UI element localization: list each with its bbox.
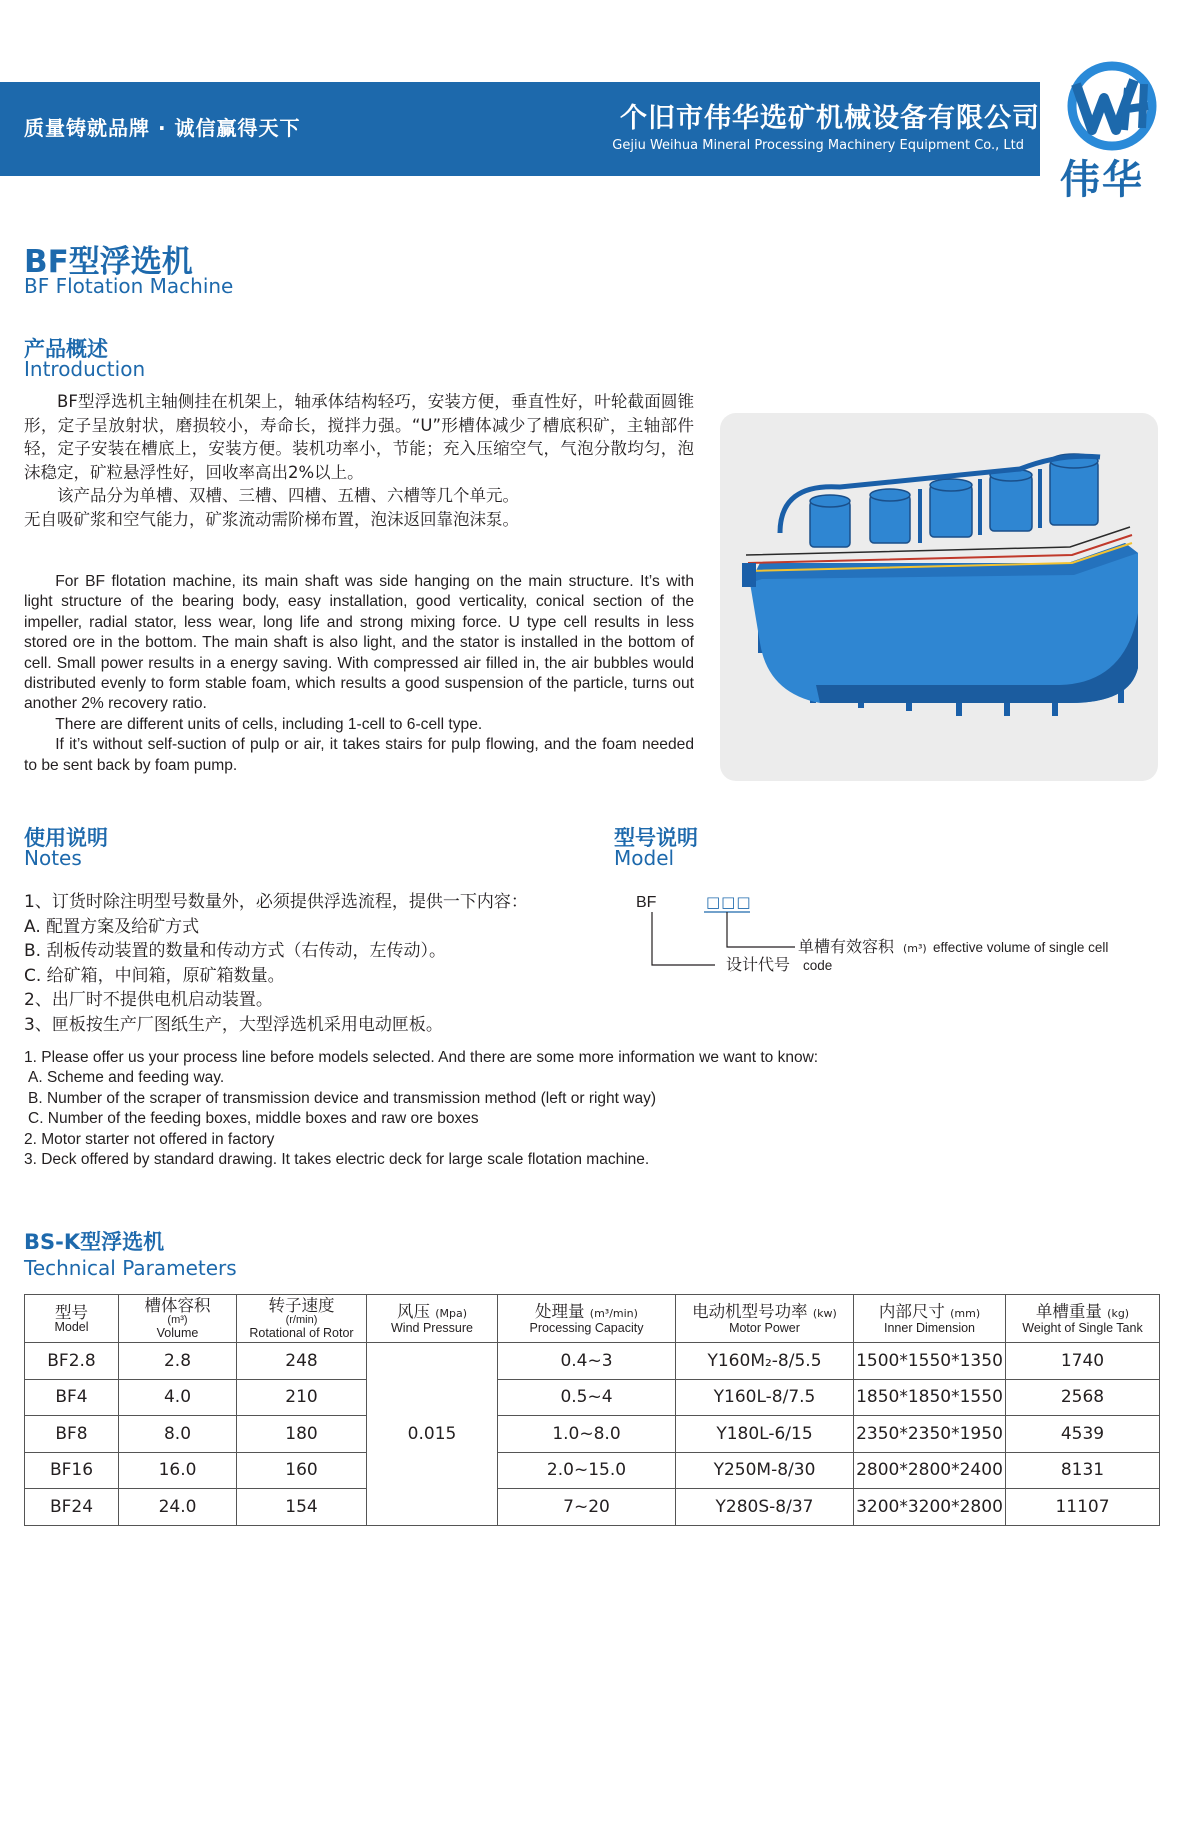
- notes-list-en: [24, 1048, 818, 1170]
- model-label-volume-cn: 单槽有效容积: [798, 937, 895, 956]
- column-header-wind-pressure: 风压 (Mpa) Wind Pressure: [367, 1295, 498, 1343]
- notes-list-cn: [24, 890, 528, 1037]
- intro-cn-paragraph: BF型浮选机主轴侧挂在机架上，轴承体结构轻巧，安装方便，垂直性好，叶轮截面圆锥形，定子呈放射状，磨损较小，寿命长，搅拌力强。“U”形槽体减少了槽底积矿，主轴部件轻，定子安装在槽底上，安装方便。装机功率小，节能；充入压缩空气，气泡分散均匀，泡沫稳定，矿粒悬浮性好，回收率高出2%以上。: [24, 392, 694, 482]
- intro-text-cn: [24, 390, 694, 531]
- cell-weight: 4539: [1006, 1416, 1160, 1453]
- params-heading-cn: BS-K型浮选机: [24, 1230, 165, 1254]
- cell-capacity: 2.0~15.0: [498, 1452, 676, 1489]
- slogan: 质量铸就品牌 · 诚信赢得天下: [24, 116, 301, 140]
- notes-cn-line: A. 配置方案及给矿方式: [24, 916, 200, 937]
- params-heading-en: Technical Parameters: [24, 1256, 237, 1280]
- technical-parameters-table: [24, 1294, 1160, 1526]
- model-heading-en: Model: [614, 846, 675, 870]
- table-row: [25, 1343, 1160, 1380]
- cell-weight: 11107: [1006, 1489, 1160, 1526]
- cell-volume: 16.0: [119, 1452, 237, 1489]
- cell-motor: Y160L-8/7.5: [676, 1379, 854, 1416]
- cell-dimension: 1850*1850*1550: [854, 1379, 1006, 1416]
- cell-capacity: 1.0~8.0: [498, 1416, 676, 1453]
- cell-dimension: 2800*2800*2400: [854, 1452, 1006, 1489]
- column-header-volume: 槽体容积 (m³) Volume: [119, 1295, 237, 1343]
- intro-heading-en: Introduction: [24, 357, 146, 381]
- intro-en-paragraph: For BF flotation machine, its main shaft was side hanging on the main structure. It’s with light structure of the bearing body, easy installation, good verticality, conical section of the impeller, radial stator, less wear, long life and strong mixing force. U type cell results in less stored ore in the bottom. The main shaft is also light, and the stator is installed in the bottom of cell. Small power results in a energy saving. With compressed air filled in, the air bubbles would distributed evenly to form stable foam, which results a good suspension of the particle, turns out another 2% recovery ratio.: [24, 573, 694, 713]
- cell-motor: Y180L-6/15: [676, 1416, 854, 1453]
- column-header-rotor-speed: 转子速度 (r/min) Rotational of Rotor: [237, 1295, 367, 1343]
- model-boxes: □□□: [706, 893, 752, 911]
- table-header-row: [25, 1295, 1160, 1343]
- model-heading-cn: 型号说明: [614, 826, 698, 850]
- cell-capacity: 0.5~4: [498, 1379, 676, 1416]
- cell-model: BF4: [25, 1379, 119, 1416]
- table-row: [25, 1416, 1160, 1453]
- notes-en-line: 3. Deck offered by standard drawing. It takes electric deck for large scale flotation machine.: [24, 1151, 650, 1169]
- intro-heading-cn: 产品概述: [24, 337, 108, 361]
- cell-motor: Y250M-8/30: [676, 1452, 854, 1489]
- notes-en-line: C. Number of the feeding boxes, middle boxes and raw ore boxes: [28, 1110, 479, 1128]
- model-label-volume-unit: (m³): [903, 942, 927, 955]
- cell-volume: 8.0: [119, 1416, 237, 1453]
- cell-model: BF16: [25, 1452, 119, 1489]
- cell-speed: 160: [237, 1452, 367, 1489]
- intro-en-paragraph: There are different units of cells, including 1-cell to 6-cell type.: [55, 715, 483, 733]
- cell-wind-pressure: 0.015: [367, 1343, 498, 1526]
- cell-capacity: 7~20: [498, 1489, 676, 1526]
- company-name-cn: 个旧市伟华选矿机械设备有限公司: [620, 103, 1040, 134]
- cell-weight: 2568: [1006, 1379, 1160, 1416]
- intro-cn-paragraph: 该产品分为单槽、双槽、三槽、四槽、五槽、六槽等几个单元。: [57, 486, 519, 505]
- cell-speed: 154: [237, 1489, 367, 1526]
- cell-model: BF24: [25, 1489, 119, 1526]
- notes-en-line: 2. Motor starter not offered in factory: [24, 1130, 275, 1148]
- notes-cn-line: 2、出厂时不提供电机启动装置。: [24, 990, 273, 1010]
- notes-en-line: 1. Please offer us your process line before models selected. And there are some more information we want to know:: [24, 1049, 819, 1066]
- cell-dimension: 2350*2350*1950: [854, 1416, 1006, 1453]
- cell-motor: Y160M₂-8/5.5: [676, 1343, 854, 1380]
- weihua-logo-icon: [1062, 58, 1162, 158]
- cell-volume: 4.0: [119, 1379, 237, 1416]
- column-header-motor-power: 电动机型号功率 (kw) Motor Power: [676, 1295, 854, 1343]
- cell-capacity: 0.4~3: [498, 1343, 676, 1380]
- cell-weight: 1740: [1006, 1343, 1160, 1380]
- product-title-cn: BF型浮选机: [24, 244, 193, 280]
- cell-model: BF8: [25, 1416, 119, 1453]
- logo-text: 伟华: [1060, 157, 1144, 203]
- cell-volume: 2.8: [119, 1343, 237, 1380]
- notes-cn-line: 3、匣板按生产厂图纸生产，大型浮选机采用电动匣板。: [24, 1014, 443, 1035]
- cell-volume: 24.0: [119, 1489, 237, 1526]
- model-label-volume-en: effective volume of single cell: [933, 940, 1109, 955]
- cell-motor: Y280S-8/37: [676, 1489, 854, 1526]
- table-row: [25, 1379, 1160, 1416]
- model-code-diagram: [630, 880, 1170, 990]
- table-row: [25, 1452, 1160, 1489]
- notes-heading-cn: 使用说明: [24, 826, 108, 850]
- intro-en-paragraph: If it’s without self-suction of pulp or air, it takes stairs for pulp flowing, and the foam needed to be sent back by foam pump.: [24, 736, 694, 774]
- cell-speed: 180: [237, 1416, 367, 1453]
- table-row: [25, 1489, 1160, 1526]
- model-label-code-cn: 设计代号: [726, 955, 791, 974]
- cell-model: BF2.8: [25, 1343, 119, 1380]
- notes-en-line: B. Number of the scraper of transmission device and transmission method (left or right way): [28, 1089, 657, 1107]
- cell-speed: 248: [237, 1343, 367, 1380]
- column-header-weight: 单槽重量 (kg) Weight of Single Tank: [1006, 1295, 1160, 1343]
- model-label-code-en: code: [803, 958, 833, 973]
- intro-text-en: [24, 572, 694, 776]
- model-code: BF: [636, 894, 657, 911]
- notes-cn-line: B. 刮板传动装置的数量和传动方式（右传动，左传动）。: [24, 941, 446, 961]
- column-header-capacity: 处理量 (m³/min) Processing Capacity: [498, 1295, 676, 1343]
- notes-cn-line: 1、订货时除注明型号数量外，必须提供浮选流程，提供一下内容：: [24, 892, 528, 912]
- notes-en-line: A. Scheme and feeding way.: [28, 1069, 225, 1087]
- notes-heading-en: Notes: [24, 846, 82, 870]
- cell-dimension: 3200*3200*2800: [854, 1489, 1006, 1526]
- column-header-inner-dimension: 内部尺寸 (mm) Inner Dimension: [854, 1295, 1006, 1343]
- cell-speed: 210: [237, 1379, 367, 1416]
- cell-weight: 8131: [1006, 1452, 1160, 1489]
- cell-dimension: 1500*1550*1350: [854, 1343, 1006, 1380]
- notes-cn-line: C. 给矿箱，中间箱，原矿箱数量。: [24, 965, 285, 986]
- intro-cn-paragraph: 无自吸矿浆和空气能力，矿浆流动需阶梯布置，泡沫返回靠泡沫泵。: [24, 509, 519, 529]
- column-header-model: 型号 Model: [25, 1295, 119, 1343]
- company-name-en: Gejiu Weihua Mineral Processing Machinery Equipment Co., Ltd: [612, 138, 1024, 153]
- product-title-en: BF Flotation Machine: [24, 274, 234, 298]
- flotation-machine-image: [720, 413, 1158, 781]
- product-photo: [720, 413, 1158, 781]
